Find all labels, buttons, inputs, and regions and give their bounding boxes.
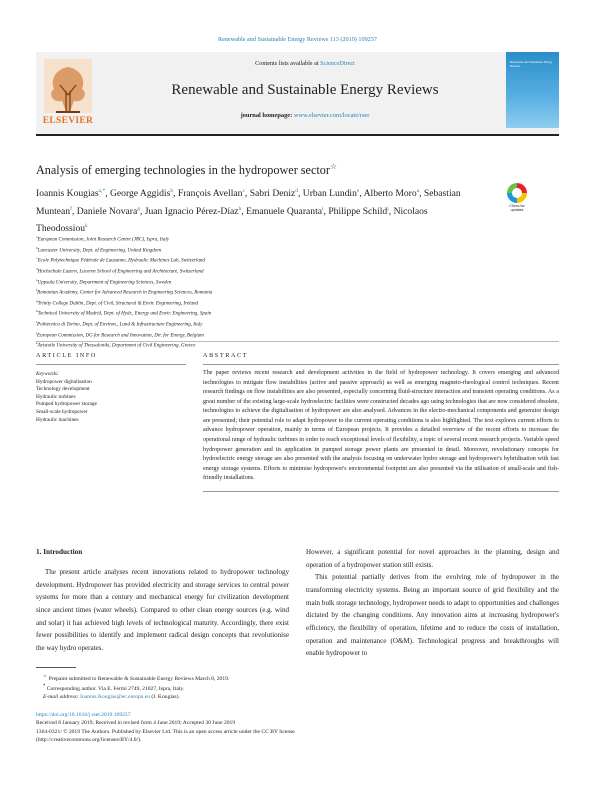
author-affiliation-mark[interactable]: h	[238, 205, 242, 212]
affiliation-text: European Commission, Joint Research Centre (JRC), Ispra, Italy	[37, 236, 170, 243]
homepage-prefix: journal homepage:	[240, 112, 294, 119]
publisher-name: ELSEVIER	[42, 116, 94, 126]
affiliation-key: h	[36, 309, 38, 314]
keyword: Hydraulic machines	[36, 416, 79, 423]
email-label: E-mail address:	[43, 693, 81, 700]
affiliation	[36, 287, 556, 298]
author-affiliation-mark[interactable]: k	[85, 223, 88, 230]
author-name[interactable]: Alberto Moro	[363, 188, 417, 200]
sciencedirect-link[interactable]: ScienceDirect	[320, 60, 355, 67]
author-affiliation-mark[interactable]: f	[70, 205, 72, 212]
footnote-email	[36, 694, 556, 702]
affiliation-key: b	[36, 245, 38, 250]
author-name[interactable]: Urban Lundin	[302, 188, 357, 200]
affiliation	[36, 308, 556, 319]
abstract-bottom-rule	[203, 491, 559, 492]
keyword: Small-scale hydropower	[36, 408, 88, 415]
author-name[interactable]: François Avellan	[177, 188, 243, 200]
section-divider	[36, 341, 559, 342]
email-suffix: (I. Kougias).	[150, 693, 180, 700]
affiliation-text: Aristotle University of Thessaloniki, Department of Civil Engineering, Greece	[37, 342, 196, 349]
author-affiliation-mark[interactable]: i	[322, 205, 324, 212]
keyword: Technology development	[36, 386, 90, 393]
author-affiliation-mark[interactable]: e	[356, 188, 360, 194]
author-affiliation-mark[interactable]: a	[416, 188, 420, 194]
check-for-updates-icon	[507, 183, 527, 203]
author-name[interactable]: Juan Ignacio Pérez-Díaz	[144, 205, 239, 217]
keyword: Hydropower digitalisation	[36, 378, 92, 385]
affiliation-text: Lancaster University, Dept. of Engineering, United Kingdom	[37, 247, 161, 254]
keyword: Pumped hydropower storage	[36, 401, 97, 408]
body-paragraph: This potential partially derives from the evolving role of hydropower in the transforming electricity systems. Being an important source of grid flexibility and the main bulk storage technology, hydropower needs to adapt to opportunities and challenges dictated by the changing conditions. Any innovation aims at increasing hydropower's efficiency, the flexibility of operation, lifetime and to reduce the costs of installation, operation and maintenance (O&M). Technological progress and breakthroughs will enable hydropower to	[306, 573, 559, 658]
footnote-corresponding-text: Corresponding author. Via E. Fermi 2749, 21027, Ispra, Italy.	[46, 686, 185, 693]
abstract-text: The paper reviews recent research and development activities in the field of hydropower technology. It covers emerging and advanced technologies to mitigate flow instabilities (active and passive approach) as well as emerging magneto-rheological control techniques. Recent research findings on flow instabilities are also presented, especially concerning fluid-structure interaction and transient operating conditions. As a great number of the existing large-scale hydroelectric facilities were constructed decades ago using technologies that are now considered obsolete, technologies to achieve the digitalisation of hydropower are also analysed. Advances in the electro-mechanical components and generator design are presented; their potential role to adapt hydropower to the current operating conditions is also highlighted. The text explores current efforts to advance hydropower operation, mainly in terms of European projects. It provides a detailed overview of the recent efforts to increase the operational range of hydraulic turbines in order to reach exceptional levels of flexibility, a topic of several recent research projects. Variable speed hydropower generation and its application in pumped storage power plants are presented in detail. Moreover, revolutionary concepts for hydroelectric energy storage are also presented with the analysis focusing on underwater hydro storage and hydropower's hybridisation with fast energy storage systems. Efforts to minimise hydropower's environmental footprint are also presented via the utilisation of small-scale and fish-friendly installations.	[203, 370, 559, 482]
author-affiliation-mark[interactable]: g	[137, 205, 140, 212]
affiliation-text: Technical University of Madrid, Dept. of Hydr., Energy and Envir. Engineering, Spain	[37, 311, 212, 318]
article-title	[36, 162, 496, 178]
affiliation-text: Ecole Polytechnique Fédérale de Lausanne, Hydraulic Machines Lab, Switzerland	[37, 257, 205, 264]
title-footnote-mark[interactable]: ☆	[329, 162, 338, 171]
keyword: Hydraulic turbines	[36, 393, 76, 400]
affiliation-text: Romanian Academy, Center for Advanced Research in Engineering Sciences, Romania	[37, 289, 213, 296]
journal-title: Renewable and Sustainable Energy Reviews	[171, 82, 439, 98]
check-for-updates-badge[interactable]	[505, 183, 529, 217]
affiliation-key: i	[36, 320, 37, 324]
author-affiliation-mark[interactable]: c	[242, 188, 245, 194]
contents-prefix: Contents lists available at	[255, 60, 321, 67]
author-affiliation-mark[interactable]: d	[295, 188, 298, 194]
affiliation-key: g	[36, 298, 38, 303]
footnote-corresponding	[36, 683, 556, 693]
author-affiliation-mark[interactable]: b	[170, 188, 174, 194]
affiliation-text: Uppsala University, Department of Engineering Sciences, Sweden	[37, 279, 172, 286]
keywords-block	[36, 371, 186, 424]
cover-title: Renewable and Sustainable Energy Reviews	[510, 60, 553, 68]
author-name[interactable]: Sabri Deniz	[249, 188, 296, 200]
footnote-mark: ☆	[43, 674, 48, 679]
author-name[interactable]: Nicolaos Theodossiou	[36, 205, 428, 235]
keywords-list	[36, 379, 186, 425]
affiliation	[36, 277, 556, 288]
journal-reference[interactable]: Renewable and Sustainable Energy Reviews 113 (2019) 109257	[218, 36, 377, 43]
footnote-preprint-text: Prepaint submitted to Renewable & Sustainable Energy Reviews March 8, 2019.	[48, 675, 230, 682]
affiliation	[36, 245, 556, 256]
abstract-rule	[203, 364, 559, 365]
affiliation-key: d	[36, 266, 38, 271]
affiliation	[36, 330, 556, 341]
article-info-heading: ARTICLE INFO	[36, 352, 97, 359]
author-name[interactable]: Sebastian Muntean	[36, 188, 461, 217]
copyright-line: 1364-0321/ © 2019 The Authors. Published by Elsevier Ltd. This is an open access article under the CC BY license	[36, 728, 295, 735]
contents-line	[110, 60, 500, 67]
article-title-text: Analysis of emerging technologies in the hydropower sector	[36, 163, 330, 178]
body-right-column	[306, 546, 559, 660]
abstract-heading: ABSTRACT	[203, 352, 249, 359]
keywords-title: Keywords:	[36, 371, 59, 377]
affiliation	[36, 319, 556, 330]
body-paragraph: However, a significant potential for novel approaches in the planning, design and operation of a hydropower station still exists.	[306, 548, 559, 569]
footnote-preprint	[36, 673, 556, 683]
footnote-rule	[36, 667, 76, 668]
affiliation-key: e	[36, 277, 38, 282]
affiliation-text: European Commission, DG for Research and Innovation, Dir. for Energy, Belgium	[36, 332, 204, 339]
received-dates: Received 8 January 2019; Received in revised form 4 June 2019; Accepted 30 June 2019	[36, 720, 236, 727]
author-name[interactable]: Philippe Schild	[328, 205, 388, 217]
author-affiliation-mark[interactable]: a,*	[98, 188, 106, 194]
affiliation-key: c	[36, 256, 38, 261]
author-name[interactable]: Emanuele Quaranta	[246, 205, 322, 217]
homepage-link[interactable]: www.elsevier.com/locate/rser	[293, 112, 370, 119]
header-divider	[36, 134, 559, 136]
check-for-updates-label: Check for updates	[509, 204, 525, 212]
affiliation-text: Hochschule Luzern, Lucerne School of Engineering and Architecture, Switzerland	[37, 268, 204, 275]
affiliation-key: j	[36, 330, 37, 335]
affiliation	[36, 255, 556, 266]
license-line: (http://creativecommons.org/licenses/BY/4.0/).	[36, 737, 142, 744]
affiliation-key: a	[36, 235, 38, 239]
introduction-heading: 1. Introduction	[36, 548, 83, 556]
journal-homepage	[110, 112, 500, 119]
affiliation-list	[36, 234, 556, 351]
affiliation	[36, 234, 556, 245]
affiliation-key: k	[36, 341, 38, 346]
affiliation	[36, 298, 556, 309]
author-affiliation-mark[interactable]: j	[387, 205, 389, 212]
author-name[interactable]: Ioannis Kougias	[36, 188, 99, 200]
doi-link[interactable]: https://doi.org/10.1016/j.rser.2019.109257	[36, 712, 131, 718]
footnotes	[36, 673, 556, 702]
body-left-column: The present article analyses recent innovations related to hydropower technology development. Hydropower has provided electricity and storage services to central power systems for more than a century and mechanical energy for civilization development since ancient times (water wheels). Compared to other clean energy sources (e.g. wind and solar) it has achieved high levels of technological maturity. Accordingly, there exist fewer possibilities to identify and implement radical design concepts that revolutionise the way hydro operates.	[36, 568, 289, 652]
affiliation-key: f	[36, 288, 38, 293]
affiliation-text: Politecnico di Torino, Dept. of Environ., Land & Infrastructure Engineering, Italy	[36, 321, 203, 328]
email-link[interactable]: Ioannis.Kougias@ec.europa.eu	[80, 693, 151, 700]
affiliation	[36, 266, 556, 277]
author-list: Ioannis Kougias$^{a,*}$, George Aggidis$^b$, François Avellan$^c$, Sabri Deniz$^d$, Urban Lundin$^e$, Alberto Moro$^a$, Sebastian Muntean$^f$, Daniele Novara$^g$, Juan Ignacio Pérez-Díaz$^h$, Emanuele Quaranta$^i$, Philippe Schild$^j$, Nicolaos Theodossiou$^k$	[36, 188, 461, 235]
affiliation-text: Trinity College Dublin, Dept. of Civil, Structural & Envir. Engineering, Ireland	[37, 300, 199, 307]
author-name[interactable]: George Aggidis	[110, 188, 171, 200]
article-info-rule	[36, 364, 186, 365]
publication-info	[36, 711, 556, 745]
author-name[interactable]: Daniele Novara	[76, 205, 138, 217]
footnote-mark: *	[43, 684, 46, 690]
